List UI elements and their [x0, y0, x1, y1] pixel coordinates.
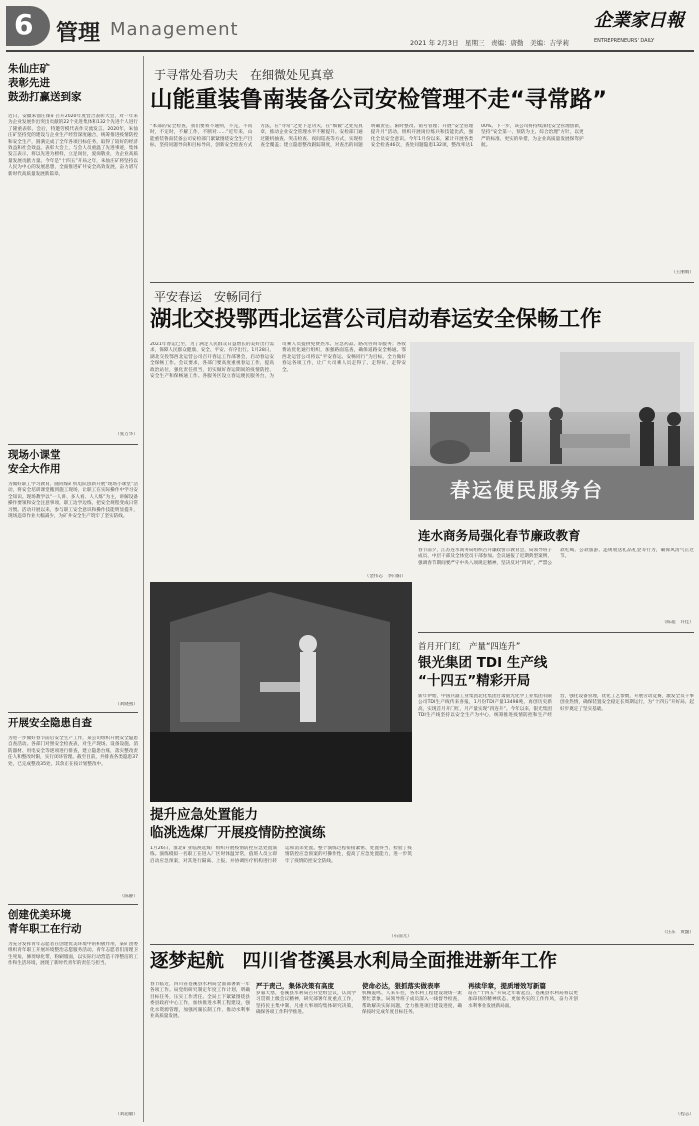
side-article2-kicker: 首月开门红 产量“四连升”: [418, 642, 521, 652]
masthead: [0, 0, 699, 52]
left-article4-title-line: 青年职工在行动: [8, 923, 82, 935]
top-article-author: （王丽娟）: [671, 270, 694, 275]
bottom-article-rule: [150, 944, 694, 945]
side-rule-1: [418, 632, 694, 633]
left-article3-author: （陈静）: [119, 894, 138, 899]
side-article2-title-line: “十四五”精彩开局: [418, 673, 531, 689]
left-article3-title: [8, 716, 138, 730]
top-article-rule: [150, 282, 694, 283]
left-article1-body: 近日，安徽朱仙庄煤矿召开2020年度营合表彰大会，对一年来为企业发展作出突出贡献的22个先进集体和132个先进个人进行了隆重表彰。会后，特邀劳模代表作交流发言。2020年，朱仙庄矿坚持党的建设与企业生产经营深度融合，统筹推进疫情防控和安全生产，圆满完成了全年各项目标任务，取得了较好的经济效益和社会效益。表彰大会上，与会人员重温了先进事迹，集体发言表示，将以先进为榜样，立足岗位，爱岗敬业，为企业高质量发展贡献力量。今年是“十四五”开局之年，朱仙庄矿将坚持以人民为中心的发展思想，全面推进矿井安全高效发展，奋力谱写新时代高质量发展新篇章。: [8, 114, 138, 177]
paper-name-en: ENTREPRENEURS' DAILY: [594, 38, 655, 44]
left-article1-title: [8, 62, 138, 104]
left-rule-2: [8, 712, 138, 713]
top-article-title: 山能重装鲁南装备公司安检管理不走“寻常路”: [150, 87, 608, 113]
left-article2-title-line: 安全大作用: [8, 463, 61, 475]
spring-festival-service-photo: [410, 342, 694, 520]
left-article1-title-line: 朱仙庄矿: [8, 63, 50, 75]
mid-article-kicker: 平安春运 安畅同行: [154, 290, 263, 304]
paper-name: 企業家日報: [594, 10, 684, 31]
left-article4-body: 为充分发挥青年志愿者在创建优美环境中的积极作用，某矿团委组织青年职工开展环境整治志愿服务活动。青年志愿者们清理卫生死角，修剪绿化带，粉刷墙面，以实际行动营造干净整洁的工作和生活环境，展现了新时代青年的责任与担当。: [8, 942, 138, 967]
side-article1-body: 春节前夕，江苏连水商务局组织召开廉政警示教育会，局领导班子成员、中层干部及全体党员干部参加。会议通报了近期典型案例，强调春节期间要严守中央八项规定精神，坚决反对“四风”，严禁公款吃喝、公款旅游、违规收送礼品礼金等行为，确保风清气正过节。: [418, 548, 694, 566]
page-number: 6: [14, 8, 34, 41]
bottom-column-2: [256, 982, 356, 1122]
photo-article-body: 1月26日，淮北矿业临涣选煤厂组织开展疫情防控应急处置演练。演练模拟一名职工在进入厂区时体温异常，值班人员立即启动应急预案，对其进行隔离、上报，并协调医疗机构进行转运和消杀处置。整个演练过程衔接紧密、处置得当，检验了疫情防控应急预案的可操作性，提高了应急处置能力，进一步筑牢了疫情防控安全防线。: [150, 846, 412, 864]
left-article1-title-line: 鼓劲打赢送到家: [8, 91, 82, 103]
top-article-body: “本部的安全检查，我们要将不通则，不完，不问时，不定时，不解工作，不断对……”近年来，山能重装鲁南装备公司安检部门紧紧围绕安全生产目标，坚持问题导向和目标导向，创新安全检查方式方法，在“寻常”之处下足功夫，在“细微”之处见真章，推动企业安全管理水平不断提升。安检部门通过随机抽查、突击检查、夜间巡查等方式，实现检查全覆盖；建立隐患整改跟踪制度，对查出的问题明确责任、限时整改、销号管理；开展“安全管理提升月”活动，组织开展岗位练兵和技能比武，强化全员安全意识。今年1月份以来，累计开展各类安全检查46次，查处问题隐患132项，整改率达100%。下一步，该公司将持续深化安全管理创新，坚持“安全第一、预防为主、综合治理”方针，以更严的标准、更实的举措，为企业高质量发展保驾护航。: [150, 124, 584, 149]
left-article4-title-line: 创建优美环境: [8, 909, 71, 921]
left-article4-title: [8, 908, 138, 936]
left-rule-1: [8, 444, 138, 445]
bottom-sub1-body: 岁暮天寒，苍溪县水利局召开党组会议，认真学习贯彻上级会议精神，研究部署年度重点工作，坚持民主集中制，凡重大事项均集体研究决策，确保各项工作科学推进。: [256, 991, 356, 1016]
top-article-kicker: 于寻常处看功夫 在细微处见真章: [154, 68, 335, 82]
side-article1-title: 连水商务局强化春节廉政教育: [418, 528, 581, 543]
photo-article-author: （石前元）: [389, 934, 412, 939]
bottom-column-3: [362, 982, 462, 1122]
bottom-sub2-body: 机械轰鸣、人来车往，各水利工程建设现场一派繁忙景象。局领导班子成员深入一线督导检查，帮助解决实际问题，全力推进项目建设进度，确保按时完成年度目标任务。: [362, 991, 462, 1016]
left-article3-body: 为进一步做好春节前后安全生产工作，某公司组织开展安全隐患自查活动。各部门对照安全检查表，对生产现场、设备设施、消防器材、用电安全等逐项进行排查，建立隐患台账，落实整改责任人和整改时限，实行闭环管理。截至目前，共排查各类隐患37处，已完成整改35处，其余正在按计划整改中。: [8, 736, 138, 767]
masthead-rule: [6, 50, 694, 52]
bottom-article-title: 逐梦起航 四川省苍溪县水利局全面推进新年工作: [150, 951, 558, 972]
left-article2-author: （刘晓燕）: [115, 702, 138, 707]
left-article2-title-line: 现场小课堂: [8, 449, 61, 461]
mid-article-author: （金伟志 李向阳）: [364, 574, 406, 579]
left-column-divider: [143, 56, 144, 1122]
left-article2-body: 为做好职工学习教育，随同煤矿机电队创新开展“现场小课堂”活动，将安全培训课堂搬到施工现场，让职工在实际操作中学习安全知识。现场教学以“一人讲、多人看、人人练”为主，讲解设备操作要领和安全注意事项，职工边学边练，把安全规程变成日常习惯。活动开展以来，参与职工安全意识和操作技能明显提升，现场违章作业大幅减少，为矿井安全生产筑牢了坚实防线。: [8, 482, 138, 520]
left-article3-title-line: 开展安全隐患自查: [8, 717, 92, 729]
left-article4-author: （刘超敏）: [115, 1112, 138, 1117]
drill-photo: [150, 582, 412, 802]
photo-article-title: [150, 806, 412, 842]
section-title: 管理: [56, 21, 101, 46]
side-article2-title: [418, 654, 694, 690]
bottom-sub1-title: 严于责己，集体决策有高度: [256, 982, 334, 990]
left-article1-title-line: 表彰先进: [8, 77, 50, 89]
bottom-article-body: 春节临近，四川省苍溪县水利局全面部署新一年各项工作。局党组研究制定年度工作计划，明确目标任务，压实工作责任。全局上下紧紧围绕县委县政府中心工作，加快推进水利工程建设，强化水资源管理，加强河湖长制工作，推动水利事业高质量发展。: [150, 982, 250, 1020]
mid-article-title: 湖北交投鄂西北运营公司启动春运安全保畅工作: [150, 307, 602, 332]
bottom-article-author: （程志）: [675, 1112, 694, 1117]
photo-banner-text: 春运便民服务台: [450, 478, 604, 502]
mid-article-body: 2021年春运已至，为了满足人民群众日益增长的美好出行需求，保障人民群众健康、安全、平安、有序出行。1月28日，湖北交投鄂西北运营公司召开春运工作部署会，启动春运安全保畅工作。会议要求，各部门要高度重视春运工作，提高政治站位，强化责任担当，切实做好春运期间的疫情防控、安全生产和保畅通工作。各服务区设立春运便民服务台，为司乘人员提供免费热水、应急药品、路况咨询等服务；各收费站优化通行组织，加强路面巡查，确保道路安全畅通。鄂西北运营公司将以“平安春运、安畅同行”为目标，全力做好春运各项工作，让广大司乘人员走得了、走得好、走得安全。: [150, 342, 406, 380]
side-article2-title-line: 银光集团 TDI 生产线: [418, 655, 548, 671]
left-rule-3: [8, 904, 138, 905]
photo-article-title-line: 提升应急处置能力: [150, 807, 258, 823]
bottom-sub3-title: 再续华章，提质增效写新篇: [468, 982, 546, 990]
bottom-column-4: [468, 982, 578, 1122]
left-article1-author: （张万华）: [115, 432, 138, 437]
bottom-sub2-title: 使命必达，狠抓落实做表率: [362, 982, 440, 990]
side-article1-author: （陈超 许佳）: [661, 620, 694, 625]
date-line: 2021 年 2月3日 星期三 责编：唐勤 美编：吉学莉: [410, 39, 569, 47]
drill-photo-illustration: [150, 582, 412, 802]
side-article2-author: （汪东 黄懿）: [661, 930, 694, 935]
photo-article-title-line: 临洮选煤厂开展疫情防控演练: [150, 825, 326, 841]
section-title-en: Management: [110, 19, 239, 40]
bottom-sub3-body: 站在“十四五”开局之年新起点，苍溪县水利局将以更加昂扬的精神状态、更加务实的工作作风，奋力开创水利事业发展新局面。: [468, 991, 578, 1009]
left-article2-title: [8, 448, 138, 476]
side-article2-body: 新年伊始，中国兵器工业集团北化集团甘肃银光化学工业集团有限公司TDI生产线传来喜报，1月份TDI产量13498吨，再创历史新高，实现首月开门红，月产量实现“四连升”。今年以来，银光集团TDI生产线坚持以安全生产为中心，统筹推进疫情防控和生产经营，强化设备管理，优化工艺参数，开展劳动竞赛，激发全员干事创业热情，确保装置安全稳定长周期运行，为“十四五”开好局、起好步奠定了坚实基础。: [418, 694, 694, 719]
